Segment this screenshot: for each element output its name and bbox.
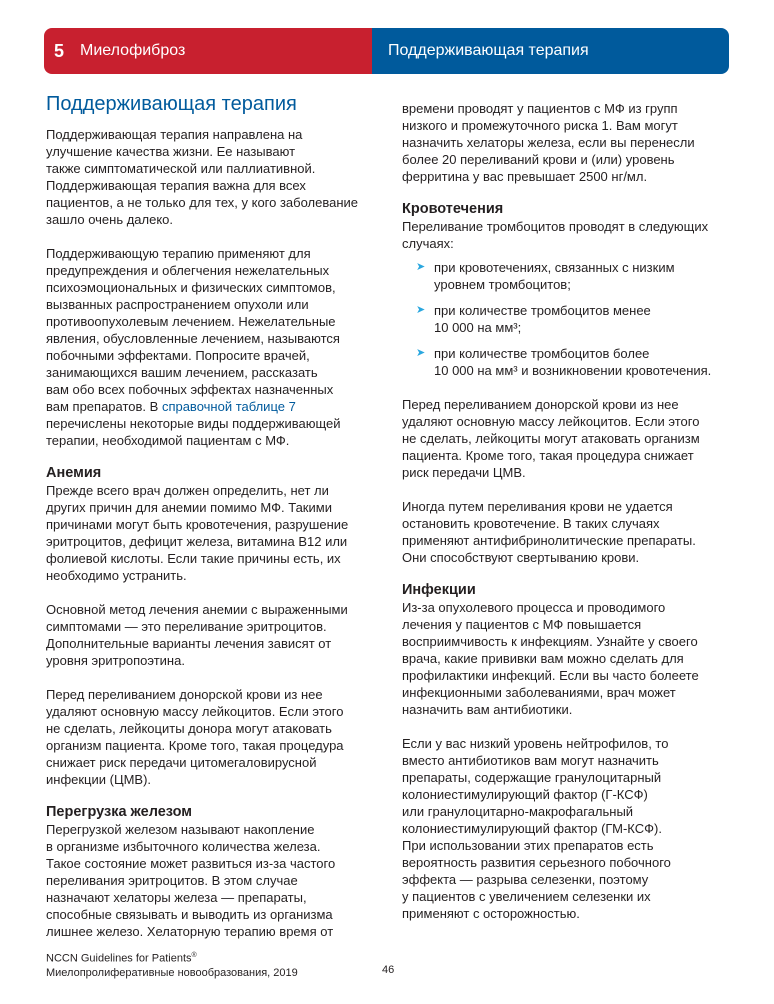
footer-title: [46, 949, 298, 966]
iron-overload-heading: Перегрузка железом: [46, 804, 193, 820]
right-column: [402, 100, 728, 922]
anemia-paragraph-2: Основной метод лечения анемии с выраженными симптомами — это переливание эритроцитов. Дополнительные варианты лечения зависят от уровня эритропоэтина.: [46, 602, 348, 668]
bleeding-list: [402, 259, 728, 379]
bleeding-paragraph-2: Перед переливанием донорской крови из нее удаляют основную массу лейкоцитов. Если этого не сделать, лейкоциты могут атаковать организм пациента. Кроме того, такая процедура снижает риск передачи ЦМВ.: [402, 397, 700, 480]
list-item-text: при количестве тромбоцитов более 10 000 на мм³ и возникновении кровотечения.: [434, 346, 712, 378]
infections-heading: Инфекции: [402, 582, 476, 598]
list-item: [402, 259, 728, 293]
list-item: [402, 345, 728, 379]
iron-overload-paragraph: Перегрузкой железом называют накопление в организме избыточного количества железа. Такое состояние может развиться из-за частого переливания эритроцитов. В этом случае назначают хелаторы железа — препараты, способные связывать и выводить из организма лишнее железо. Хелаторную терапию время от: [46, 822, 336, 939]
page-title: Поддерживающая терапия: [46, 93, 297, 115]
chapter-title: Миелофиброз: [80, 42, 186, 59]
list-item-text: при кровотечениях, связанных с низким уровнем тромбоцитов;: [434, 260, 675, 292]
footer: [46, 949, 298, 980]
chapter-number: 5: [54, 40, 65, 61]
bleeding-paragraph-3: Иногда путем переливания крови не удается остановить кровотечение. В таких случаях применяют антифибринолитические препараты. Они способствуют свертыванию крови.: [402, 499, 696, 565]
reference-table-link[interactable]: справочной таблице 7: [161, 399, 296, 414]
infections-paragraph-1: Из-за опухолевого процесса и проводимого лечения у пациентов с МФ повышается восприимчивость к инфекциям. Узнайте у своего врача, какие прививки вам можно сделать для профилактики инфекций. Если вы часто болеете инфекционными заболеваниями, врач может назначить вам антибиотики.: [402, 600, 699, 717]
bleeding-intro: Переливание тромбоцитов проводят в следующих случаях:: [402, 219, 709, 251]
list-item-text: при количестве тромбоцитов менее 10 000 на мм³;: [434, 303, 651, 335]
footer-title-text: NCCN Guidelines for Patients: [46, 952, 192, 965]
anemia-paragraph-1: Прежде всего врач должен определить, нет ли других причин для анемии помимо МФ. Такими причинами могут быть кровотечения, разрушение эритроцитов, дефицит железа, витамина B12 или фолиевой кислоты. Если такие причины есть, их необходимо устранить.: [46, 483, 349, 583]
bleeding-heading: Кровотечения: [402, 201, 504, 217]
chevron-right-icon: ➤: [416, 304, 426, 316]
chevron-right-icon: ➤: [416, 347, 426, 359]
registered-mark: ®: [191, 952, 197, 959]
anemia-paragraph-3: Перед переливанием донорской крови из нее удаляют основную массу лейкоцитов. Если этого не сделать, лейкоциты донора могут атаковать организм пациента. Кроме того, такая процедура снижает риск передачи цитомегаловирусной инфекции (ЦМВ).: [46, 687, 344, 787]
iron-overload-continued: времени проводят у пациентов с МФ из групп низкого и промежуточного риска 1. Вам могут назначить хелаторы железа, если вы перенесли более 20 переливаний крови и (или) уровень ферритина у вас превышает 2500 нг/мл.: [402, 101, 695, 184]
chevron-right-icon: ➤: [416, 261, 426, 273]
page-header: [44, 28, 729, 74]
section-tab: [372, 28, 729, 74]
section-title: Поддерживающая терапия: [388, 42, 589, 59]
anemia-heading: Анемия: [46, 465, 102, 481]
list-item: [402, 302, 728, 336]
paragraph-text: перечислены некоторые виды поддерживающей терапии, необходимой пациентам с МФ.: [46, 416, 341, 448]
intro-paragraph: Поддерживающая терапия направлена на улучшение качества жизни. Ее называют также симптоматической или паллиативной. Поддерживающая терапия важна для всех пациентов, а не только для тех, у кого заболевание зашло очень далеко.: [46, 127, 359, 227]
left-column: [46, 92, 368, 940]
chapter-tab: [44, 28, 372, 74]
supportive-care-paragraph: [46, 245, 368, 449]
page-number: 46: [382, 964, 395, 976]
footer-subtitle: Миелопролиферативные новообразования, 2019: [46, 966, 298, 979]
paragraph-text: Поддерживающую терапию применяют для предупреждения и облегчения нежелательных психоэмоциональных и физических симптомов, вызванных распространением опухоли или противоопухолевым лечением. Нежелательные явления, обусловленные лечением, называются побочными эффектами. Попросите врачей, занимающихся вашим лечением, рассказать вам обо всех побочных эффектах назначенных вам препаратов. В: [46, 246, 340, 414]
infections-paragraph-2: Если у вас низкий уровень нейтрофилов, то вместо антибиотиков вам могут назначить препараты, содержащие гранулоцитарный колониестимулирующий фактор (Г-КСФ) или гранулоцитарно-макрофагальный колониестимулирующий фактор (ГМ-КСФ). При использовании этих препаратов есть вероятность развития серьезного побочного эффекта — разрыва селезенки, поэтому у пациентов с увеличением селезенки их применяют с осторожностью.: [402, 736, 671, 921]
